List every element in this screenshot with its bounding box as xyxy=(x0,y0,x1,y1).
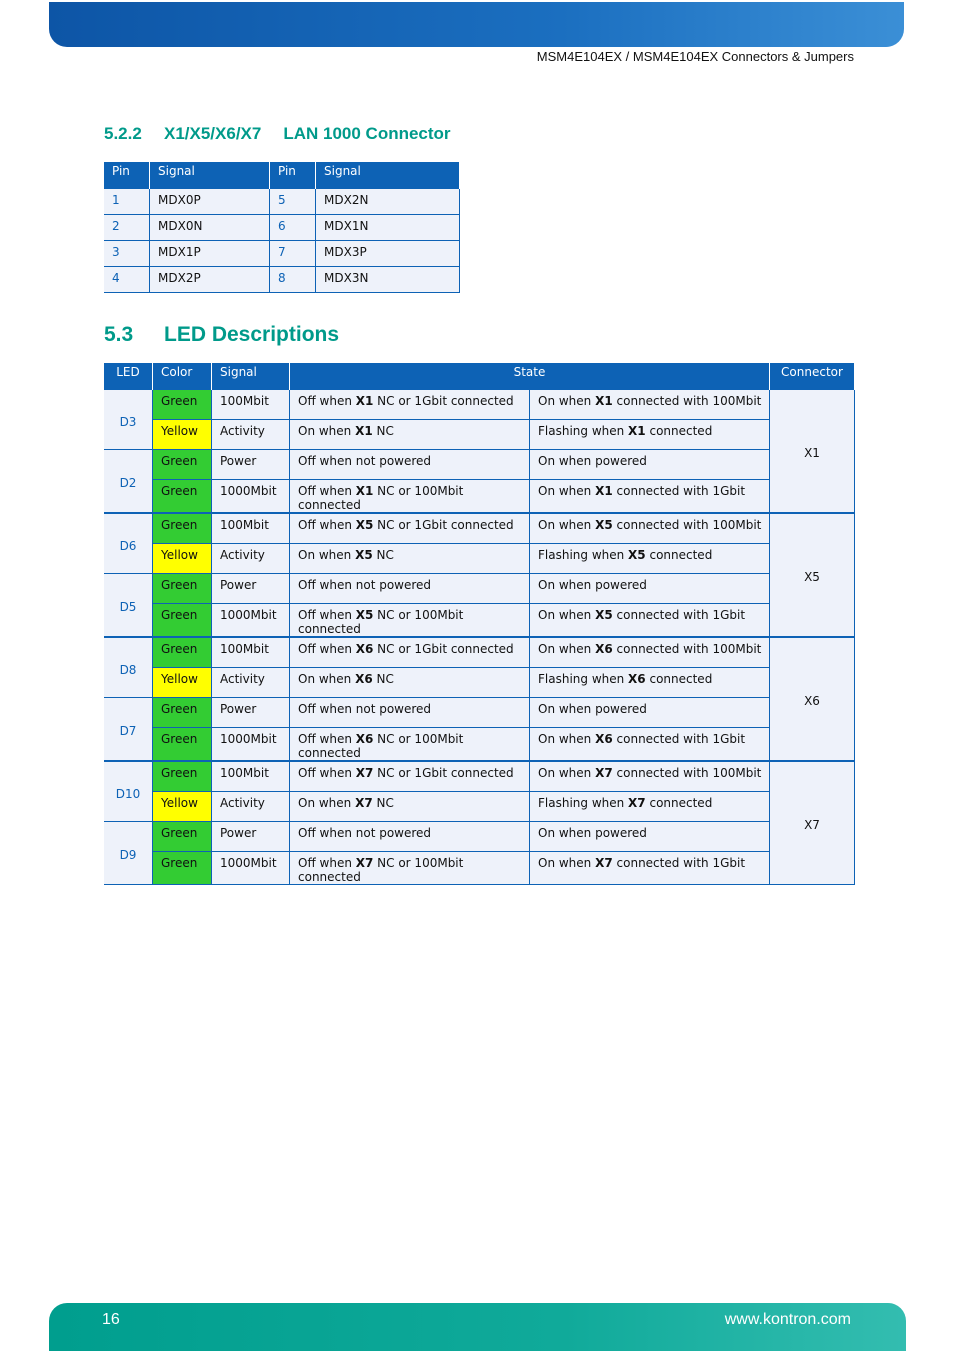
state-text: Off when not powered xyxy=(298,702,432,716)
lan-signal-cell: MDX2N xyxy=(316,189,460,215)
led-state-on-cell xyxy=(530,792,770,822)
led-table-row xyxy=(104,637,855,668)
led-color-cell: Yellow xyxy=(153,792,212,822)
section-number: 5.2.2 xyxy=(104,124,142,143)
led-signal-cell: 100Mbit xyxy=(212,390,290,420)
state-text: On when xyxy=(538,642,596,656)
state-text: connected xyxy=(645,424,713,438)
state-connector-ref: X1 xyxy=(355,484,374,498)
state-text: On when xyxy=(298,672,356,686)
led-color-cell: Yellow xyxy=(153,420,212,450)
led-state-off-cell xyxy=(290,513,530,544)
led-color-cell: Green xyxy=(153,390,212,420)
state-connector-ref: X7 xyxy=(595,856,613,870)
led-description-table xyxy=(104,363,855,885)
led-signal-cell: Power xyxy=(212,698,290,728)
section-heading-5-2-2 xyxy=(104,124,451,144)
state-text: On when xyxy=(538,608,596,622)
led-id-cell: D7 xyxy=(104,698,153,762)
state-connector-ref: X1 xyxy=(595,394,613,408)
led-state-off-cell xyxy=(290,637,530,668)
led-state-off-cell xyxy=(290,698,530,728)
led-signal-cell: Activity xyxy=(212,420,290,450)
state-text: On when xyxy=(538,856,596,870)
state-text: Off when not powered xyxy=(298,578,432,592)
state-text: On when xyxy=(538,394,596,408)
led-table-row xyxy=(104,698,855,728)
state-text: NC or 1Gbit connected xyxy=(373,766,514,780)
led-state-on-cell xyxy=(530,574,770,604)
led-state-off-cell xyxy=(290,822,530,852)
led-signal-cell: 1000Mbit xyxy=(212,604,290,638)
state-text: NC or 1Gbit connected xyxy=(373,394,514,408)
state-text: Off when xyxy=(298,394,356,408)
state-connector-ref: X6 xyxy=(355,732,374,746)
state-text: NC or 100Mbit connected xyxy=(298,608,464,636)
led-header-state: State xyxy=(290,363,770,390)
led-state-on-cell xyxy=(530,604,770,638)
led-signal-cell: Activity xyxy=(212,792,290,822)
lan-signal-cell: MDX1N xyxy=(316,215,460,241)
led-header-connector: Connector xyxy=(770,363,855,390)
led-id-cell: D2 xyxy=(104,450,153,514)
section-connector-names: X1/X5/X6/X7 xyxy=(164,124,262,143)
led-header-color: Color xyxy=(153,363,212,390)
state-text: On when powered xyxy=(538,702,647,716)
led-table-row xyxy=(104,668,855,698)
led-table-row xyxy=(104,420,855,450)
led-state-off-cell xyxy=(290,544,530,574)
led-state-on-cell xyxy=(530,544,770,574)
lan-table-row xyxy=(104,267,460,293)
led-state-off-cell xyxy=(290,574,530,604)
state-connector-ref: X6 xyxy=(595,732,613,746)
state-text: On when powered xyxy=(538,578,647,592)
state-connector-ref: X5 xyxy=(595,608,613,622)
lan-pin-cell: 1 xyxy=(104,189,150,215)
state-connector-ref: X6 xyxy=(355,672,373,686)
led-signal-cell: 100Mbit xyxy=(212,513,290,544)
state-text: Off when xyxy=(298,856,356,870)
lan-signal-cell: MDX0P xyxy=(150,189,270,215)
state-connector-ref: X5 xyxy=(355,608,374,622)
led-id-cell: D9 xyxy=(104,822,153,885)
led-signal-cell: 100Mbit xyxy=(212,637,290,668)
lan-pin-cell: 7 xyxy=(270,241,316,267)
led-table-row xyxy=(104,822,855,852)
lan-pin-cell: 2 xyxy=(104,215,150,241)
led-state-off-cell xyxy=(290,420,530,450)
state-connector-ref: X5 xyxy=(628,548,646,562)
led-state-off-cell xyxy=(290,728,530,762)
lan-signal-cell: MDX3P xyxy=(316,241,460,267)
state-text: Flashing when xyxy=(538,672,629,686)
led-id-cell: D5 xyxy=(104,574,153,638)
lan-header-pin: Pin xyxy=(270,162,316,189)
state-text: On when xyxy=(538,766,596,780)
led-color-cell: Green xyxy=(153,513,212,544)
led-color-cell: Yellow xyxy=(153,668,212,698)
section-title: LED Descriptions xyxy=(164,323,340,346)
state-text: Off when xyxy=(298,766,356,780)
lan-signal-cell: MDX3N xyxy=(316,267,460,293)
led-state-on-cell xyxy=(530,513,770,544)
led-header-signal: Signal xyxy=(212,363,290,390)
lan-header-pin: Pin xyxy=(104,162,150,189)
led-id-cell: D10 xyxy=(104,761,153,822)
led-state-off-cell xyxy=(290,852,530,885)
led-signal-cell: Power xyxy=(212,822,290,852)
led-connector-cell: X6 xyxy=(770,637,855,761)
led-table-row xyxy=(104,480,855,514)
led-signal-cell: Activity xyxy=(212,668,290,698)
lan-pin-table xyxy=(104,162,460,293)
state-text: On when xyxy=(538,484,596,498)
state-connector-ref: X6 xyxy=(628,672,646,686)
led-connector-cell: X1 xyxy=(770,390,855,513)
lan-table-row xyxy=(104,189,460,215)
state-text: Flashing when xyxy=(538,548,629,562)
state-text: NC xyxy=(372,548,394,562)
state-text: Flashing when xyxy=(538,796,629,810)
lan-signal-cell: MDX2P xyxy=(150,267,270,293)
led-state-on-cell xyxy=(530,822,770,852)
state-text: Off when xyxy=(298,484,356,498)
led-state-on-cell xyxy=(530,637,770,668)
state-text: connected with 100Mbit xyxy=(612,642,762,656)
state-text: On when xyxy=(538,518,596,532)
state-connector-ref: X6 xyxy=(595,642,613,656)
led-table-row xyxy=(104,574,855,604)
state-text: On when xyxy=(298,548,356,562)
state-text: Off when not powered xyxy=(298,826,432,840)
state-text: connected xyxy=(645,548,713,562)
lan-signal-cell: MDX1P xyxy=(150,241,270,267)
led-id-cell: D6 xyxy=(104,513,153,574)
led-signal-cell: Power xyxy=(212,574,290,604)
led-signal-cell: Power xyxy=(212,450,290,480)
lan-pin-cell: 3 xyxy=(104,241,150,267)
section-title: LAN 1000 Connector xyxy=(283,124,451,143)
led-connector-cell: X5 xyxy=(770,513,855,637)
led-color-cell: Green xyxy=(153,822,212,852)
led-signal-cell: Activity xyxy=(212,544,290,574)
led-signal-cell: 100Mbit xyxy=(212,761,290,792)
state-text: NC xyxy=(372,672,394,686)
state-connector-ref: X7 xyxy=(355,856,374,870)
led-state-off-cell xyxy=(290,668,530,698)
state-connector-ref: X5 xyxy=(595,518,613,532)
section-heading-5-3 xyxy=(104,323,339,347)
led-state-on-cell xyxy=(530,390,770,420)
state-text: NC or 1Gbit connected xyxy=(373,642,514,656)
state-connector-ref: X7 xyxy=(595,766,613,780)
lan-signal-cell: MDX0N xyxy=(150,215,270,241)
led-state-on-cell xyxy=(530,698,770,728)
led-table-row xyxy=(104,761,855,792)
led-color-cell: Green xyxy=(153,637,212,668)
led-table-row xyxy=(104,513,855,544)
led-state-on-cell xyxy=(530,761,770,792)
led-table-row xyxy=(104,390,855,420)
state-connector-ref: X5 xyxy=(355,548,373,562)
led-state-off-cell xyxy=(290,480,530,514)
state-text: NC or 100Mbit connected xyxy=(298,856,464,884)
state-text: connected with 1Gbit xyxy=(612,484,746,498)
state-text: connected with 100Mbit xyxy=(612,518,762,532)
led-state-on-cell xyxy=(530,668,770,698)
led-id-cell: D3 xyxy=(104,390,153,450)
state-text: connected xyxy=(645,796,713,810)
state-text: Off when not powered xyxy=(298,454,432,468)
state-text: connected with 100Mbit xyxy=(612,394,762,408)
led-color-cell: Green xyxy=(153,728,212,762)
state-text: NC or 100Mbit connected xyxy=(298,484,464,512)
state-text: connected xyxy=(645,672,713,686)
led-state-on-cell xyxy=(530,450,770,480)
led-color-cell: Green xyxy=(153,574,212,604)
state-text: NC xyxy=(372,796,394,810)
state-connector-ref: X6 xyxy=(355,642,374,656)
state-text: connected with 100Mbit xyxy=(612,766,762,780)
led-color-cell: Green xyxy=(153,450,212,480)
state-text: On when xyxy=(298,796,356,810)
led-color-cell: Green xyxy=(153,761,212,792)
state-text: Off when xyxy=(298,642,356,656)
state-connector-ref: X7 xyxy=(355,766,374,780)
led-table-row xyxy=(104,728,855,762)
led-signal-cell: 1000Mbit xyxy=(212,480,290,514)
lan-pin-cell: 8 xyxy=(270,267,316,293)
lan-pin-cell: 4 xyxy=(104,267,150,293)
footer-website[interactable]: www.kontron.com xyxy=(724,1311,851,1328)
state-connector-ref: X7 xyxy=(355,796,373,810)
state-text: On when powered xyxy=(538,454,647,468)
led-signal-cell: 1000Mbit xyxy=(212,852,290,885)
lan-table-row xyxy=(104,215,460,241)
led-color-cell: Green xyxy=(153,480,212,514)
header-title: MSM4E104EX / MSM4E104EX Connectors & Jumpers xyxy=(536,49,854,64)
state-text: Off when xyxy=(298,518,356,532)
led-color-cell: Green xyxy=(153,852,212,885)
led-connector-cell: X7 xyxy=(770,761,855,885)
led-color-cell: Green xyxy=(153,604,212,638)
led-header-led: LED xyxy=(104,363,153,390)
state-text: connected with 1Gbit xyxy=(612,856,746,870)
state-text: NC xyxy=(372,424,394,438)
section-number: 5.3 xyxy=(104,323,134,346)
led-signal-cell: 1000Mbit xyxy=(212,728,290,762)
led-color-cell: Green xyxy=(153,698,212,728)
state-text: connected with 1Gbit xyxy=(612,732,746,746)
lan-header-signal: Signal xyxy=(316,162,460,189)
led-state-off-cell xyxy=(290,761,530,792)
led-table-row xyxy=(104,450,855,480)
state-text: connected with 1Gbit xyxy=(612,608,746,622)
state-connector-ref: X1 xyxy=(355,424,373,438)
led-state-on-cell xyxy=(530,852,770,885)
state-text: Flashing when xyxy=(538,424,629,438)
led-table-row xyxy=(104,852,855,885)
state-text: On when powered xyxy=(538,826,647,840)
lan-pin-cell: 5 xyxy=(270,189,316,215)
state-connector-ref: X7 xyxy=(628,796,646,810)
led-state-off-cell xyxy=(290,450,530,480)
state-connector-ref: X1 xyxy=(595,484,613,498)
led-color-cell: Yellow xyxy=(153,544,212,574)
state-text: On when xyxy=(298,424,356,438)
led-table-row xyxy=(104,792,855,822)
led-id-cell: D8 xyxy=(104,637,153,698)
led-table-row xyxy=(104,544,855,574)
state-text: Off when xyxy=(298,732,356,746)
page-number: 16 xyxy=(102,1311,120,1328)
state-connector-ref: X5 xyxy=(355,518,374,532)
state-text: NC or 1Gbit connected xyxy=(373,518,514,532)
state-text: NC or 100Mbit connected xyxy=(298,732,464,760)
led-state-off-cell xyxy=(290,390,530,420)
lan-header-signal: Signal xyxy=(150,162,270,189)
led-state-on-cell xyxy=(530,420,770,450)
led-state-off-cell xyxy=(290,604,530,638)
led-state-on-cell xyxy=(530,728,770,762)
state-connector-ref: X1 xyxy=(355,394,374,408)
lan-pin-cell: 6 xyxy=(270,215,316,241)
led-state-on-cell xyxy=(530,480,770,514)
lan-table-row xyxy=(104,241,460,267)
state-connector-ref: X1 xyxy=(628,424,646,438)
led-state-off-cell xyxy=(290,792,530,822)
state-text: Off when xyxy=(298,608,356,622)
state-text: On when xyxy=(538,732,596,746)
led-table-row xyxy=(104,604,855,638)
header-bar xyxy=(49,2,904,47)
